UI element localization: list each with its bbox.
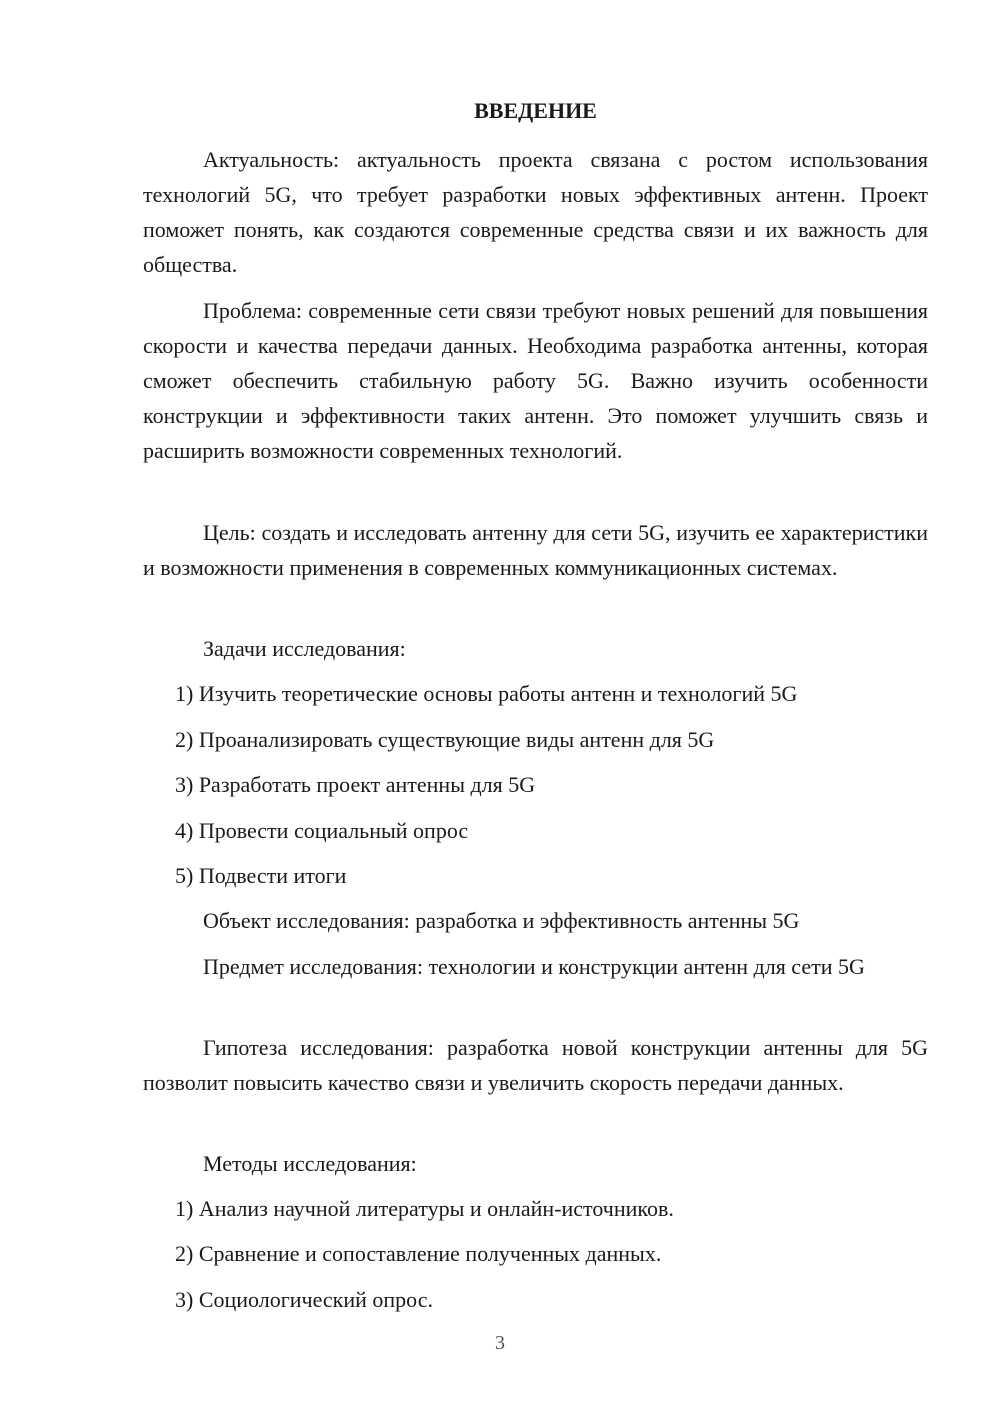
paragraph-hypothesis: Гипотеза исследования: разработка новой конструкции антенны для 5G позволит повысить качество связи и увеличить скорость передачи данных. — [143, 1035, 928, 1095]
method-item: 3) Социологический опрос. — [175, 1287, 433, 1312]
paragraph-object: Объект исследования: разработка и эффективность антенны 5G — [203, 908, 800, 933]
page-number: 3 — [495, 1332, 505, 1354]
method-item: 1) Анализ научной литературы и онлайн-источников. — [175, 1196, 674, 1221]
paragraph-problem: Проблема: современные сети связи требуют новых решений для повышения скорости и качества передачи данных. Необходима разработка антенны, которая сможет обеспечить стабильную работу 5G. Важно изучить особенности конструкции и эффективности таких антенн. Это поможет улучшить связь и расширить возможности современных технологий. — [143, 298, 928, 463]
task-item: 2) Проанализировать существующие виды антенн для 5G — [175, 727, 715, 752]
methods-heading: Методы исследования: — [203, 1151, 417, 1176]
paragraph-goal: Цель: создать и исследовать антенну для сети 5G, изучить ее характеристики и возможности применения в современных коммуникационных системах. — [143, 520, 928, 580]
task-item: 1) Изучить теоретические основы работы антенн и технологий 5G — [175, 681, 798, 706]
paragraph-relevance: Актуальность: актуальность проекта связана с ростом использования технологий 5G, что требует разработки новых эффективных антенн. Проект поможет понять, как создаются современные средства связи и их важность для общества. — [143, 147, 928, 277]
task-item: 3) Разработать проект антенны для 5G — [175, 772, 536, 797]
method-item: 2) Сравнение и сопоставление полученных данных. — [175, 1241, 662, 1266]
paragraph-subject: Предмет исследования: технологии и конструкции антенн для сети 5G — [203, 954, 865, 979]
tasks-heading: Задачи исследования: — [203, 636, 406, 661]
page-title: ВВЕДЕНИЕ — [474, 98, 597, 123]
task-item: 5) Подвести итоги — [175, 863, 347, 888]
task-item: 4) Провести социальный опрос — [175, 818, 469, 843]
